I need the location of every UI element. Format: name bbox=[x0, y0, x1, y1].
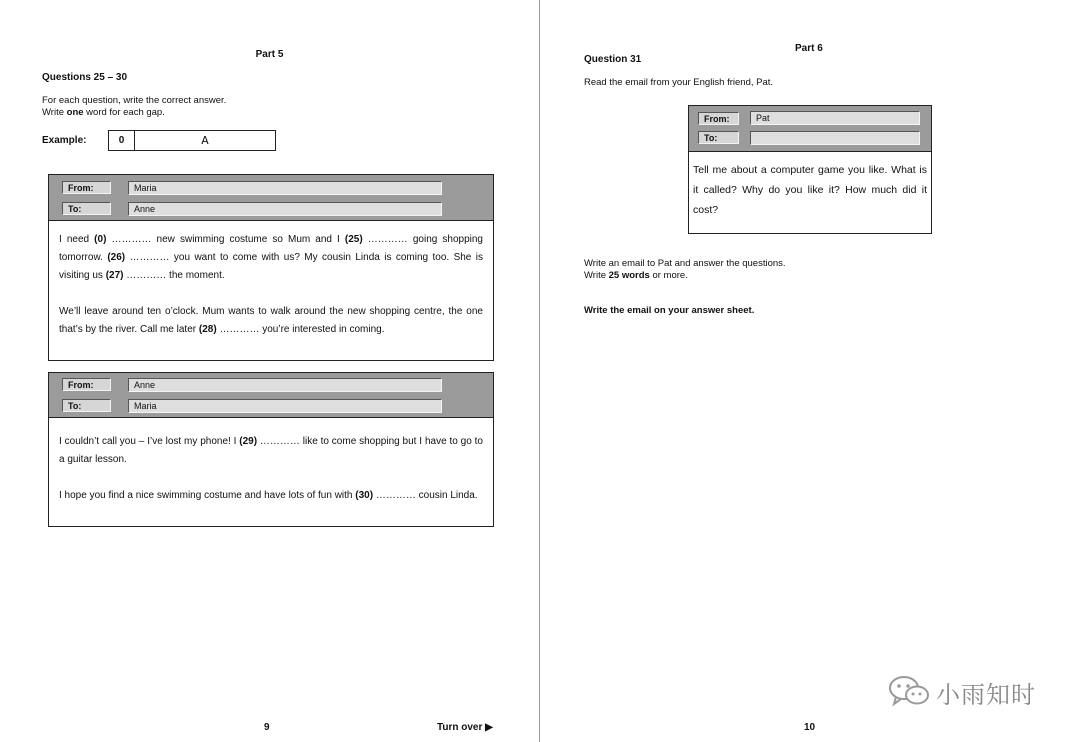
email-from-pat bbox=[688, 105, 932, 234]
part-6-intro: Read the email from your English friend, Pat. bbox=[584, 77, 774, 88]
gap-number: (26) bbox=[107, 252, 126, 263]
example-label: Example: bbox=[42, 135, 87, 146]
email-body bbox=[59, 433, 483, 505]
task-text: Write bbox=[584, 270, 609, 281]
part-5-title: Part 5 bbox=[255, 49, 284, 60]
email-paragraph bbox=[59, 433, 483, 469]
from-field: Pat bbox=[750, 111, 920, 125]
from-label: From: bbox=[62, 181, 111, 194]
to-field bbox=[750, 131, 920, 145]
watermark-text: 小雨知时 bbox=[936, 682, 1036, 709]
answer-sheet-note: Write the email on your answer sheet. bbox=[584, 305, 755, 316]
wechat-icon bbox=[888, 674, 930, 711]
part-6-title: Part 6 bbox=[795, 43, 823, 54]
email-anne-to-maria bbox=[48, 372, 494, 527]
email-header bbox=[49, 175, 493, 221]
from-field: Anne bbox=[128, 378, 442, 392]
instruction-bold-word: one bbox=[66, 107, 84, 118]
email-body-text: Tell me about a computer game you like. What is it called? Why do you like it? How much did it cost? bbox=[693, 164, 927, 216]
from-label: From: bbox=[62, 378, 111, 391]
email-header bbox=[49, 373, 493, 418]
question-title: Question 31 bbox=[584, 54, 642, 65]
task-word-count: 25 words bbox=[608, 270, 650, 281]
instruction-text: Write bbox=[42, 107, 67, 118]
example-box bbox=[108, 130, 276, 151]
email-text: ………… you want to come with us? My cousin Linda is coming too. She is visiting us bbox=[59, 252, 483, 281]
email-body bbox=[693, 160, 927, 220]
instruction-line-2 bbox=[42, 107, 165, 118]
email-paragraph bbox=[59, 487, 483, 505]
to-field: Maria bbox=[128, 399, 442, 413]
email-header bbox=[689, 106, 931, 152]
gap-number: (29) bbox=[239, 436, 258, 447]
instruction-line-1: For each question, write the correct answer. bbox=[42, 95, 227, 106]
from-label: From: bbox=[698, 112, 739, 125]
task-text: or more. bbox=[649, 270, 688, 281]
task-line-1: Write an email to Pat and answer the questions. bbox=[584, 258, 786, 269]
email-text: ………… new swimming costume so Mum and I bbox=[106, 234, 345, 245]
email-text: ………… cousin Linda. bbox=[373, 490, 478, 501]
to-label: To: bbox=[62, 202, 111, 215]
gap-number: (0) bbox=[94, 234, 107, 245]
example-number: 0 bbox=[109, 131, 135, 150]
turn-over-label: Turn over ▶ bbox=[437, 722, 493, 733]
gap-number: (25) bbox=[344, 234, 363, 245]
email-text: We’ll leave around ten o’clock. Mum wants to walk around the new shopping centre, the one that’s by the river. Call me later bbox=[59, 306, 483, 335]
email-text: ………… going shopping tomorrow. bbox=[59, 234, 483, 263]
gap-number: (30) bbox=[355, 490, 374, 501]
watermark bbox=[888, 674, 1036, 711]
from-field: Maria bbox=[128, 181, 442, 195]
email-text: I couldn’t call you – I’ve lost my phone! I bbox=[59, 436, 240, 447]
to-label: To: bbox=[62, 399, 111, 412]
right-page bbox=[540, 0, 1080, 742]
gap-number: (27) bbox=[105, 270, 124, 281]
example-answer: A bbox=[201, 133, 209, 148]
to-field: Anne bbox=[128, 202, 442, 216]
gap-number: (28) bbox=[198, 324, 217, 335]
questions-title: Questions 25 – 30 bbox=[42, 72, 128, 83]
instruction-text: word for each gap. bbox=[83, 107, 165, 118]
email-text: ………… you’re interested in coming. bbox=[216, 324, 385, 335]
email-text: I need bbox=[59, 234, 95, 245]
email-text: ………… the moment. bbox=[123, 270, 225, 281]
to-label: To: bbox=[698, 131, 739, 144]
email-paragraph bbox=[59, 231, 483, 285]
email-text: I hope you find a nice swimming costume and have lots of fun with bbox=[59, 490, 356, 501]
email-maria-to-anne bbox=[48, 174, 494, 361]
email-body bbox=[59, 231, 483, 339]
task-line-2 bbox=[584, 270, 688, 281]
email-text: ………… like to come shopping but I have to go to a guitar lesson. bbox=[59, 436, 483, 465]
page-number-9: 9 bbox=[264, 722, 270, 733]
email-paragraph bbox=[59, 303, 483, 339]
left-page bbox=[0, 0, 539, 742]
page-number-10: 10 bbox=[804, 722, 816, 733]
